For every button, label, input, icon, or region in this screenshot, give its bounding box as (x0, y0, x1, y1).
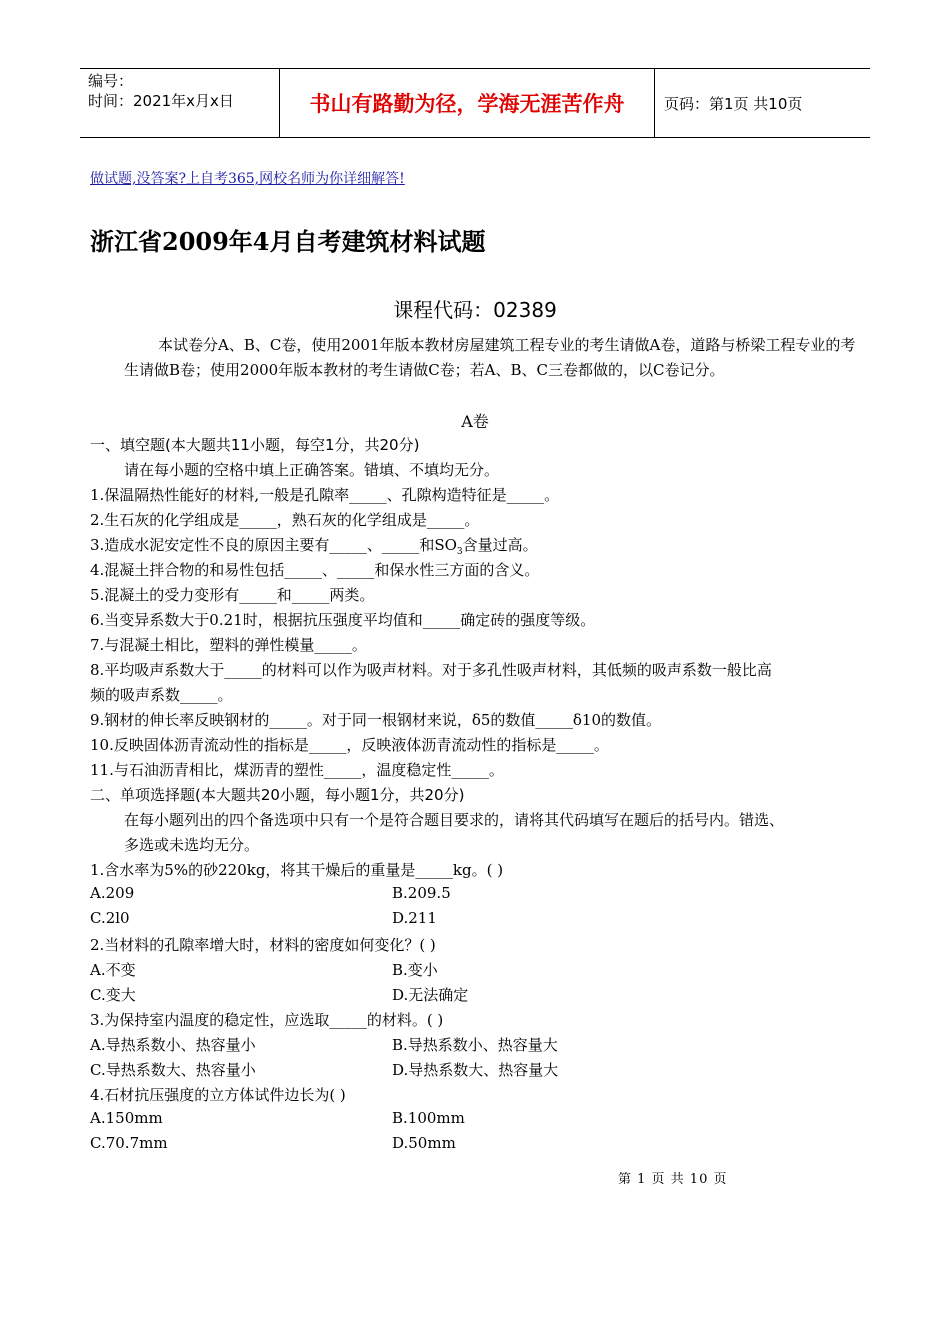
page-info: 页码：第1页 共10页 (664, 94, 803, 113)
section2-heading: 二、单项选择题(本大题共20小题，每小题1分，共20分) (90, 786, 465, 804)
document-header (80, 68, 870, 138)
choice-option-c: C.导热系数大、热容量小 (90, 1061, 256, 1079)
section1-heading: 一、填空题(本大题共11小题，每空1分，共20分) (90, 436, 420, 454)
fill-question-3 (90, 534, 538, 557)
number-label: 编号： (88, 72, 134, 90)
choice-option-a: A.209 (90, 884, 135, 902)
fill-question-8: 8.平均吸声系数大于_____的材料可以作为吸声材料。对于多孔性吸声材料，其低频的吸声系数一般比高 (90, 661, 772, 679)
fill-question-9: 9.钢材的伸长率反映钢材的_____。对于同一根钢材来说，δ5的数值_____δ10的数值。 (90, 711, 662, 729)
promo-link[interactable]: 做试题,没答案?上自考365,网校名师为你详细解答! (90, 171, 405, 187)
choice-option-b: B.100mm (392, 1109, 465, 1127)
header-meta-cell (80, 69, 280, 137)
choice-option-d: D.50mm (392, 1134, 456, 1152)
intro-paragraph: 本试卷分A、B、C卷，使用2001年版本教材房屋建筑工程专业的考生请做A卷，道路与桥梁工程专业的考生请做B卷；使用2000年版本教材的考生请做C卷；若A、B、C三卷都做的，以C卷记分。 (124, 336, 856, 379)
volume-heading: A卷 (461, 412, 489, 431)
choice-option-c: C.变大 (90, 986, 136, 1004)
fill-question-2: 2.生石灰的化学组成是_____，熟石灰的化学组成是_____。 (90, 511, 480, 529)
choice-option-d: D.211 (392, 909, 437, 927)
fill-question-3-text: 3.造成水泥安定性不良的原因主要有_____、_____和SO (90, 536, 457, 554)
time-label: 时间：2021年x月x日 (88, 92, 234, 110)
fill-question-1: 1.保温隔热性能好的材料,一般是孔隙率_____、孔隙构造特征是_____。 (90, 486, 560, 504)
choice-option-d: D.导热系数大、热容量大 (392, 1061, 559, 1079)
page-footer: 第 1 页 共 10 页 (618, 1172, 728, 1187)
fill-question-5: 5.混凝土的受力变形有_____和_____两类。 (90, 586, 375, 604)
motto: 书山有路勤为径，学海无涯苦作舟 (280, 69, 655, 137)
fill-question-4: 4.混凝土拌合物的和易性包括_____、_____和保水性三方面的含义。 (90, 561, 540, 579)
choice-option-b: B.导热系数小、热容量大 (392, 1036, 558, 1054)
fill-question-10: 10.反映固体沥青流动性的指标是_____，反映液体沥青流动性的指标是_____。 (90, 736, 609, 754)
choice-question-stem: 4.石材抗压强度的立方体试件边长为( ) (90, 1086, 346, 1104)
choice-option-a: A.导热系数小、热容量小 (90, 1036, 256, 1054)
fill-question-7: 7.与混凝土相比，塑料的弹性模量_____。 (90, 636, 367, 654)
choice-question-stem: 1.含水率为5%的砂220kg，将其干燥后的重量是_____kg。( ) (90, 861, 504, 879)
fill-question-3-subscript: 3 (456, 547, 463, 557)
section2-instruction-cont: 多选或未选均无分。 (124, 836, 260, 854)
choice-option-d: D.无法确定 (392, 986, 469, 1004)
choice-option-b: B.变小 (392, 961, 438, 979)
section2-instruction: 在每小题列出的四个备选项中只有一个是符合题目要求的，请将其代码填写在题后的括号内。错选、 (124, 811, 785, 829)
page-title: 浙江省2009年4月自考建筑材料试题 (90, 227, 486, 256)
choice-option-c: C.70.7mm (90, 1134, 168, 1152)
choice-question-stem: 2.当材料的孔隙率增大时，材料的密度如何变化？( ) (90, 936, 436, 954)
fill-question-11: 11.与石油沥青相比，煤沥青的塑性_____，温度稳定性_____。 (90, 761, 504, 779)
section1-instruction: 请在每小题的空格中填上正确答案。错填、不填均无分。 (124, 461, 500, 479)
choice-option-c: C.2l0 (90, 909, 130, 927)
choice-option-b: B.209.5 (392, 884, 451, 902)
choice-option-a: A.不变 (90, 961, 136, 979)
fill-question-6: 6.当变异系数大于0.21时，根据抗压强度平均值和_____确定砖的强度等级。 (90, 611, 596, 629)
course-code: 课程代码：02389 (393, 298, 557, 322)
choice-question-stem: 3.为保持室内温度的稳定性，应选取_____的材料。( ) (90, 1011, 444, 1029)
choice-option-a: A.150mm (90, 1109, 163, 1127)
fill-question-3-tail: 含量过高。 (462, 536, 538, 554)
fill-question-8-cont: 频的吸声系数_____。 (90, 686, 233, 704)
